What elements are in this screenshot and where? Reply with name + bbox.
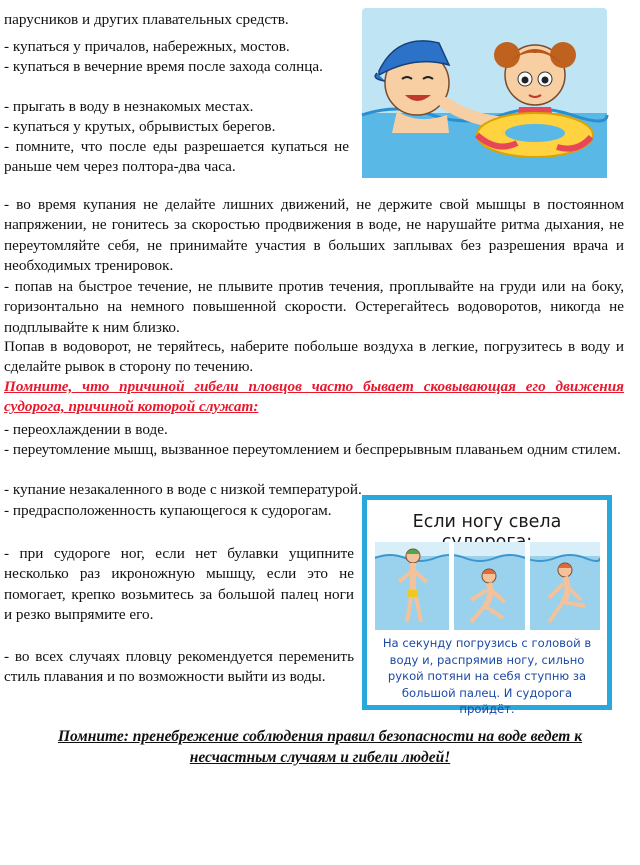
paragraph: - во время купания не делайте лишних движений, не держите свой мышцы в постоянном напряжении, не гонитесь за скоростью продвижения в воде, не нарушайте ритма дыхания, не переутомляйте себя, не принимайте участия в больших заплывах без разрешения врача и необходимых тренировок. (4, 196, 624, 275)
cramp-help-card (362, 495, 612, 716)
list-item: - при судороге ног, если нет булавки ущипните несколько раз икроножную мышцу, если это не помогает, крепко возьмитесь за большой палец ноги и резко выпрямите его. (4, 545, 354, 624)
final-warning: Помните: пренебрежение соблюдения правил безопасности на воде ведет к несчастным случаям и гибели людей! (57, 728, 583, 766)
list-item: - переохлаждении в воде. (4, 421, 168, 438)
card-caption: На секунду погрузись с головой в воду и, распрямив ногу, сильно рукой потяни на себя ступню за большой палец. И судорога пройдёт. (382, 636, 592, 716)
cramp-steps-illustration (375, 542, 600, 630)
list-item: - во всех случаях пловцу рекомендуется переменить стиль плавания и по возможности выйти из воды. (4, 648, 354, 686)
list-item: - купание незакаленного в воде с низкой температурой. (4, 481, 362, 498)
warning-heading: Помните, что причиной гибели пловцов часто бывает сковывающая его движения судорога, причиной которой служат: (4, 378, 624, 416)
paragraph: - попав на быстрое течение, не плывите против течения, проплывайте на груди или на боку, горизонтально на немного повышенной скорости. Остерегайтесь водоворотов, никогда не подплывайте к ним близко. (4, 278, 624, 336)
swimming-kids-illustration (357, 3, 612, 183)
list-item: - переутомление мышц, вызванное переутомлением и беспрерывным плаваньем одним стилем. (4, 441, 621, 458)
text-line: - помните, что после еды разрешается купаться не раньше чем через полтора-два часа. (4, 138, 349, 176)
text-line: парусников и других плавательных средств. (4, 11, 289, 28)
text-line: - купаться у причалов, набережных, мостов. (4, 38, 290, 55)
paragraph: Попав в водоворот, не теряйтесь, наберите побольше воздуха в легкие, погрузитесь в воду и сделайте рывок в сторону по течению. (4, 338, 624, 376)
text-line: - прыгать в воду в незнакомых местах. (4, 98, 254, 115)
text-line: - купаться в вечерние время после захода солнца. (4, 58, 323, 75)
card-title: Если ногу свела (412, 512, 562, 532)
text-line: - купаться у крутых, обрывистых берегов. (4, 118, 276, 135)
list-item: - предрасположенность купающегося к судорогам. (4, 502, 332, 519)
